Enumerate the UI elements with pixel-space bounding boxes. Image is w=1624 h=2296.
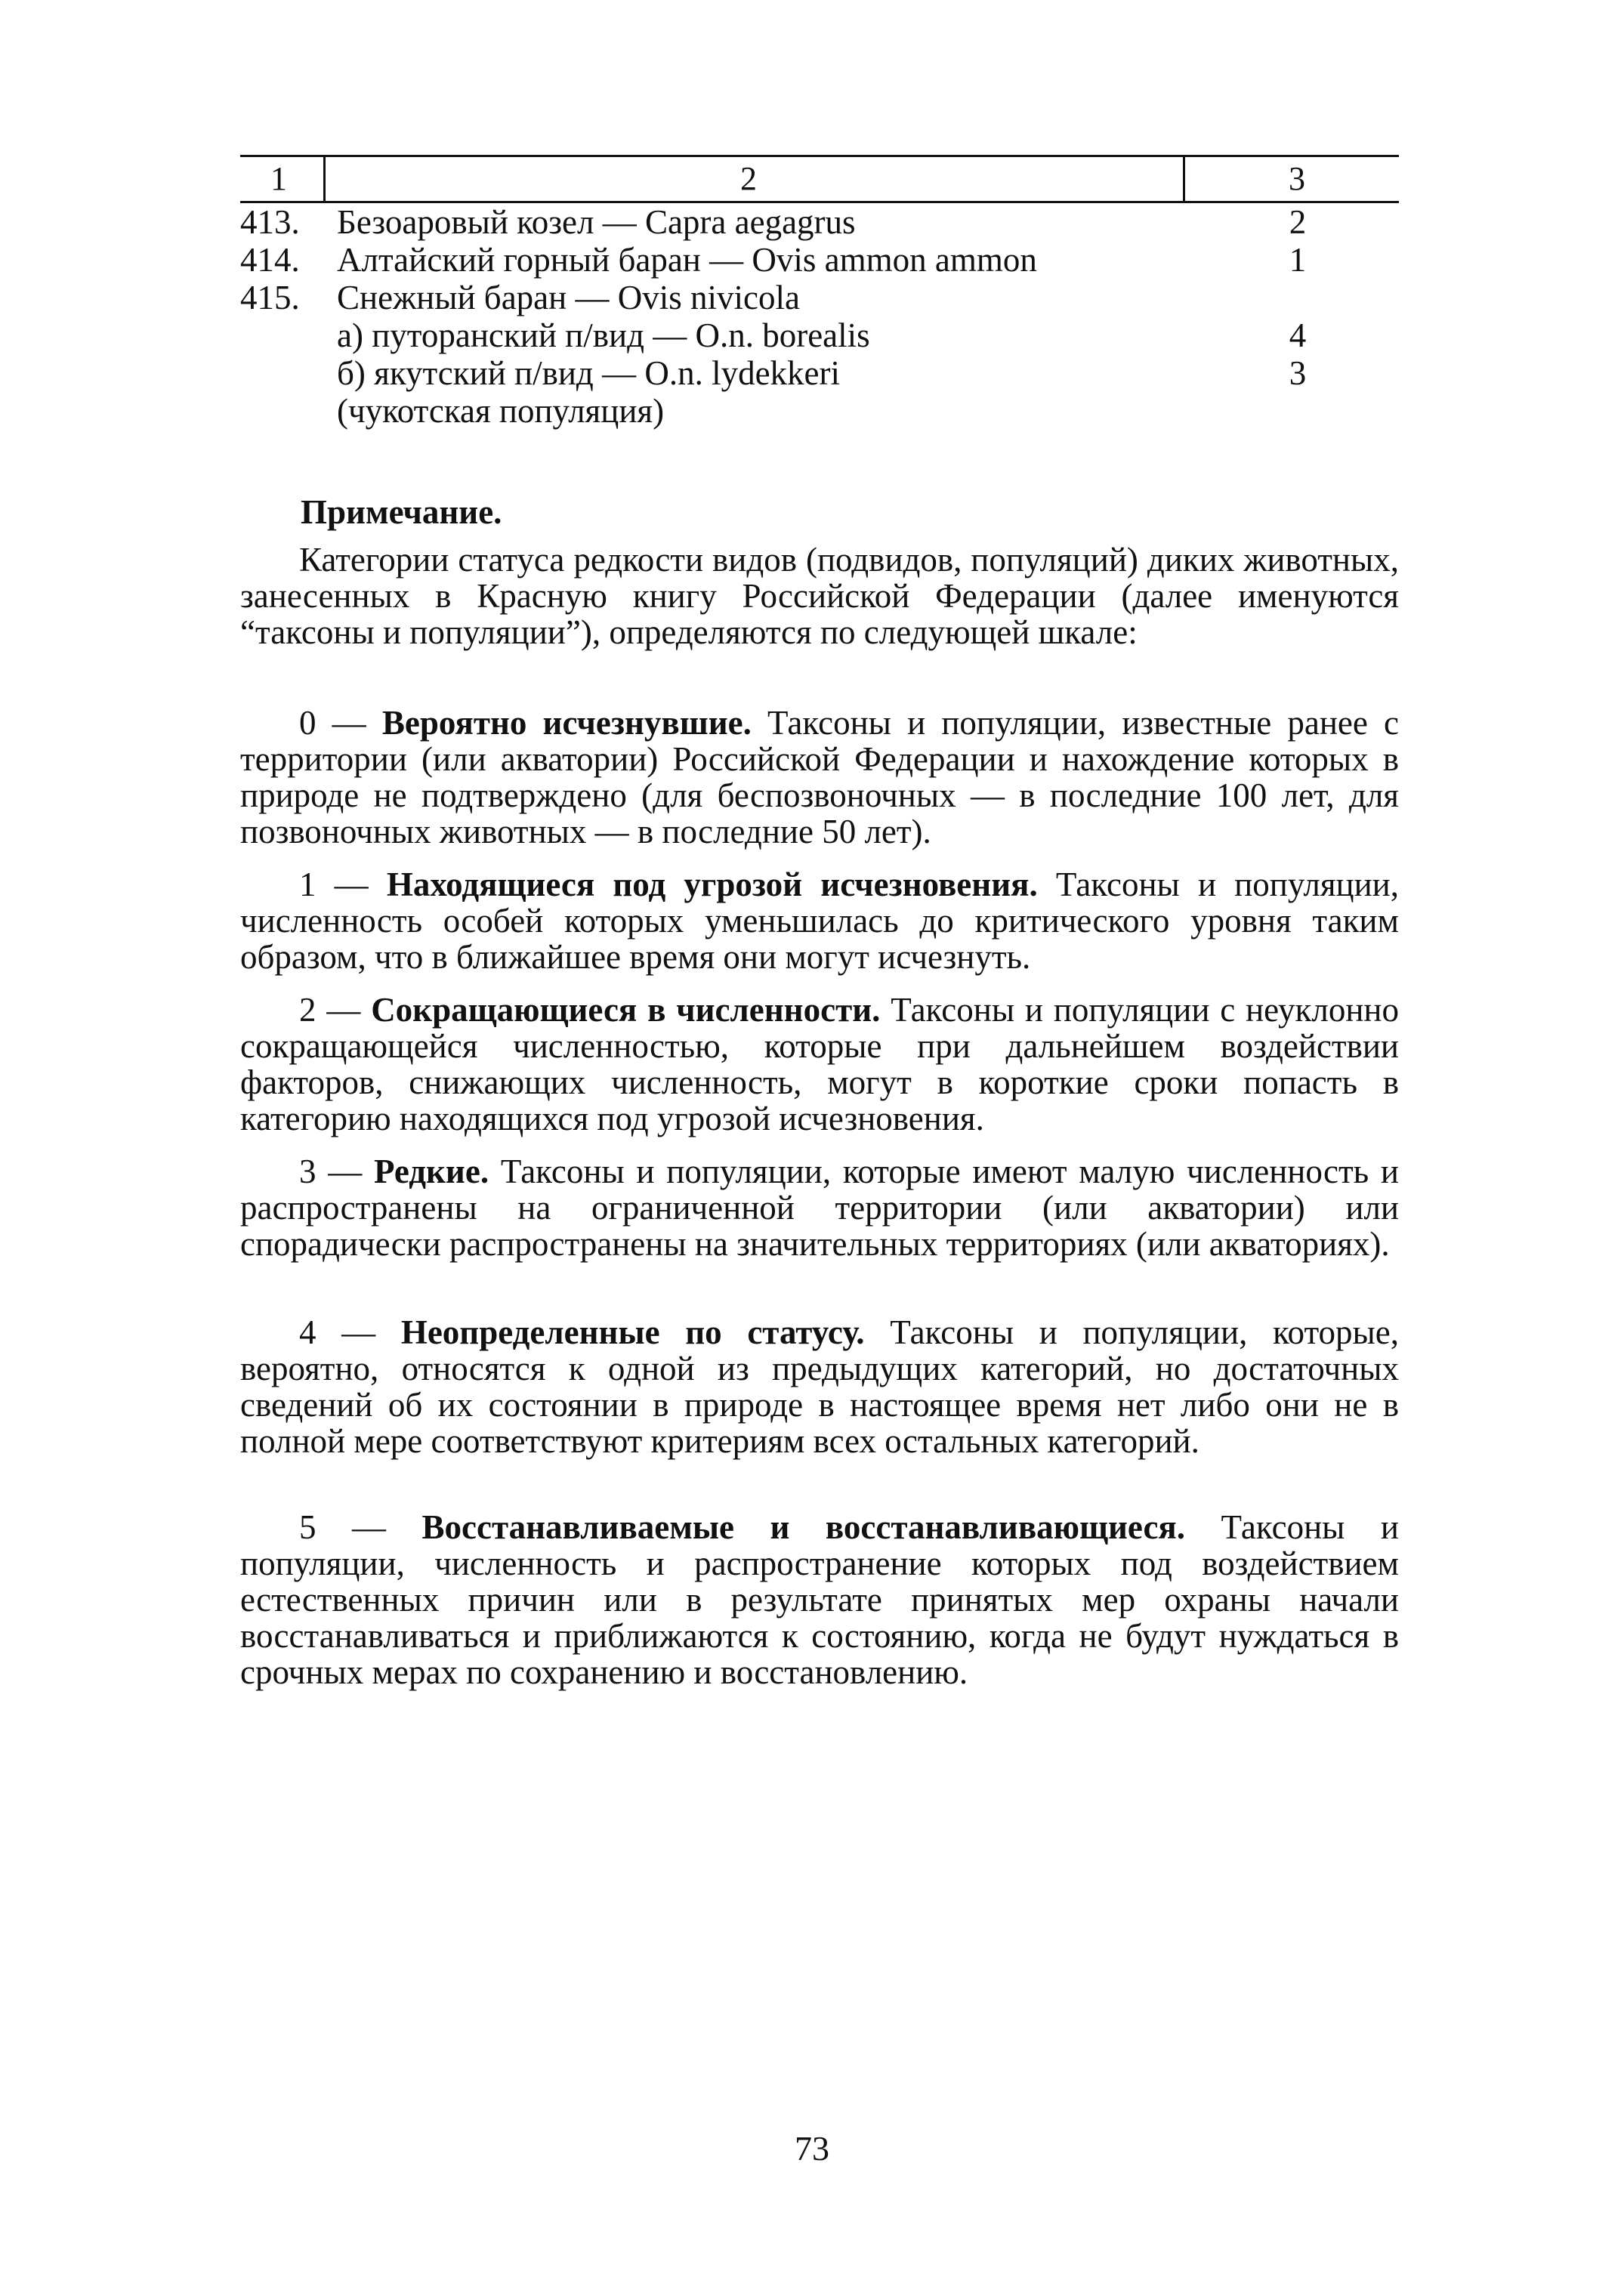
species-table — [240, 155, 1399, 430]
table-row — [240, 203, 1399, 241]
species-name: а) путоранский п/вид — O.n. borealis — [337, 316, 870, 354]
row-number: 414. — [240, 241, 300, 279]
table-row — [240, 316, 1399, 354]
category-term: Находящиеся под угрозой исчезновения. — [386, 866, 1038, 903]
category-term: Восстанавливаемые и восстанавливающиеся. — [421, 1508, 1186, 1546]
note-title: Примечание. — [301, 493, 502, 531]
category-description: Таксоны и популяции, которые, вероятно, относятся к одной из предыдущих категорий, но достаточных сведений об их состоянии в природе в настоящее время нет либо они не в полной мере соответствуют критериям всех остальных категорий. — [240, 1313, 1399, 1460]
category-term: Вероятно исчезнувшие. — [381, 704, 752, 742]
header-col-2: 2 — [740, 160, 757, 197]
table-row — [240, 392, 1399, 430]
table-row — [240, 279, 1399, 316]
row-number: 413. — [240, 203, 300, 241]
category-number: 0 — — [299, 704, 382, 742]
table-row — [240, 354, 1399, 392]
category-number: 4 — — [299, 1313, 401, 1351]
status-category: 2 — [1289, 203, 1307, 241]
category-0 — [240, 705, 1399, 850]
page-number: 73 — [795, 2129, 829, 2168]
species-name: Алтайский горный баран — Ovis ammon ammon — [337, 241, 1037, 279]
table-header — [240, 155, 1399, 203]
category-term: Неопределенные по статусу. — [400, 1313, 865, 1351]
species-name: (чукотская популяция) — [337, 392, 665, 430]
species-name: Безоаровый козел — Capra aegagrus — [337, 203, 856, 241]
status-category: 3 — [1289, 354, 1307, 392]
category-description: Таксоны и популяции с неуклонно сокращающейся численностью, которые при дальнейшем воздействии факторов, снижающих численность, могут в короткие сроки попасть в категорию находящихся под угрозой исчезновения. — [240, 991, 1399, 1137]
category-term: Сокращающиеся в численности. — [371, 991, 881, 1029]
header-divider — [1183, 157, 1185, 201]
species-name: б) якутский п/вид — O.n. lydekkeri — [337, 354, 841, 392]
category-number: 3 — — [299, 1153, 374, 1190]
row-number: 415. — [240, 279, 300, 316]
category-number: 1 — — [299, 866, 387, 903]
category-description: Таксоны и популяции, численность особей которых уменьшилась до критического уровня таким образом, что в ближайшее время они могут исчезнуть. — [240, 866, 1400, 976]
category-term: Редкие. — [373, 1153, 489, 1190]
status-category: 4 — [1289, 316, 1307, 354]
category-description: Таксоны и популяции, известные ранее с территории (или акватории) Российской Федерации и нахождение которых в природе не подтверждено (для беспозвоночных — в последние 100 лет, для позвоночных животных — в последние 50 лет). — [240, 704, 1399, 850]
category-description: Таксоны и популяции, которые имеют малую численность и распространены на ограниченной территории (или акватории) или спорадически распространены на значительных территориях (или акваториях). — [240, 1153, 1399, 1263]
category-description: Таксоны и популяции, численность и распространение которых под воздействием естественных причин или в результате принятых мер охраны начали восстанавливаться и приближаются к состоянию, когда не будут нуждаться в срочных мерах по сохранению и восстановлению. — [240, 1508, 1399, 1691]
header-divider — [323, 157, 326, 201]
species-name: Снежный баран — Ovis nivicola — [337, 279, 800, 316]
category-4 — [240, 1314, 1399, 1459]
category-5 — [240, 1509, 1399, 1690]
category-1 — [240, 866, 1399, 975]
category-number: 2 — — [299, 991, 372, 1029]
header-col-1: 1 — [270, 160, 287, 197]
note-intro: Категории статуса редкости видов (подвидов, популяций) диких животных, занесенных в Красную книгу Российской Федерации (далее именуются “таксоны и популяции”), определяются по следующей шкале: — [240, 541, 1399, 651]
category-2 — [240, 992, 1399, 1137]
status-category: 1 — [1289, 241, 1307, 279]
category-number: 5 — — [299, 1508, 422, 1546]
header-col-3: 3 — [1289, 160, 1305, 197]
category-3 — [240, 1153, 1399, 1262]
table-row — [240, 241, 1399, 279]
